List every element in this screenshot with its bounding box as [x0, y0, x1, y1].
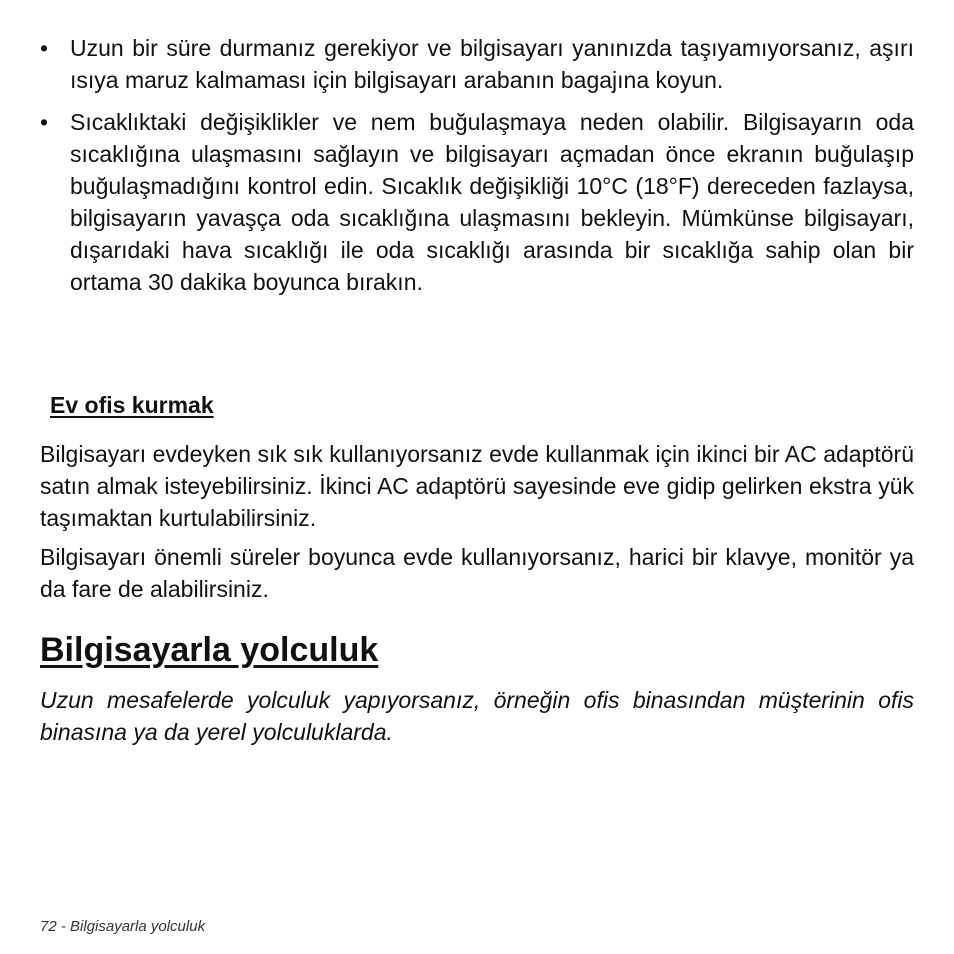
subsection-heading: Ev ofis kurmak: [50, 392, 214, 418]
body-paragraph: Bilgisayarı evdeyken sık sık kullanıyorsanız evde kullanmak için ikinci bir AC adaptörü satın almak isteyebilirsiniz. İkinci AC adaptörü sayesinde eve gidip gelirken ekstra yük taşımaktan kurtulabilirsiniz.: [40, 441, 914, 531]
bullet-marker: •: [40, 109, 49, 135]
section-title: Bilgisayarla yolculuk: [40, 631, 379, 669]
bullet-text: Sıcaklıktaki değişiklikler ve nem buğulaşmaya neden olabilir. Bilgisayarın oda sıcaklığına ulaşmasını sağlayın ve bilgisayarı açmadan önce ekranın buğulaşıp buğulaşmadığını kontrol edin. Sıcaklık değişikliği 10°C (18°F) dereceden fazlaysa, bilgisayarın yavaşça oda sıcaklığına ulaşmasını bekleyin. Mümkünse bilgisayarı, dışarıdaki hava sıcaklığı ile oda sıcaklığı arasında bir sıcaklığa sahip olan bir ortama 30 dakika boyunca bırakın.: [70, 109, 914, 295]
body-paragraph: Bilgisayarı önemli süreler boyunca evde kullanıyorsanız, harici bir klavye, monitör ya da fare de alabilirsiniz.: [40, 544, 914, 602]
bullet-marker: •: [40, 35, 49, 61]
bullet-list: [40, 32, 914, 308]
page-footer: 72 - Bilgisayarla yolculuk: [40, 918, 206, 935]
bullet-text: Uzun bir süre durmanız gerekiyor ve bilgisayarı yanınızda taşıyamıyorsanız, aşırı ısıya maruz kalmaması için bilgisayarı arabanın bagajına koyun.: [70, 35, 914, 93]
list-item: [40, 32, 914, 96]
list-item: [40, 106, 914, 298]
intro-paragraph: Uzun mesafelerde yolculuk yapıyorsanız, örneğin ofis binasından müşterinin ofis binasına ya da yerel yolculuklarda.: [40, 687, 914, 745]
